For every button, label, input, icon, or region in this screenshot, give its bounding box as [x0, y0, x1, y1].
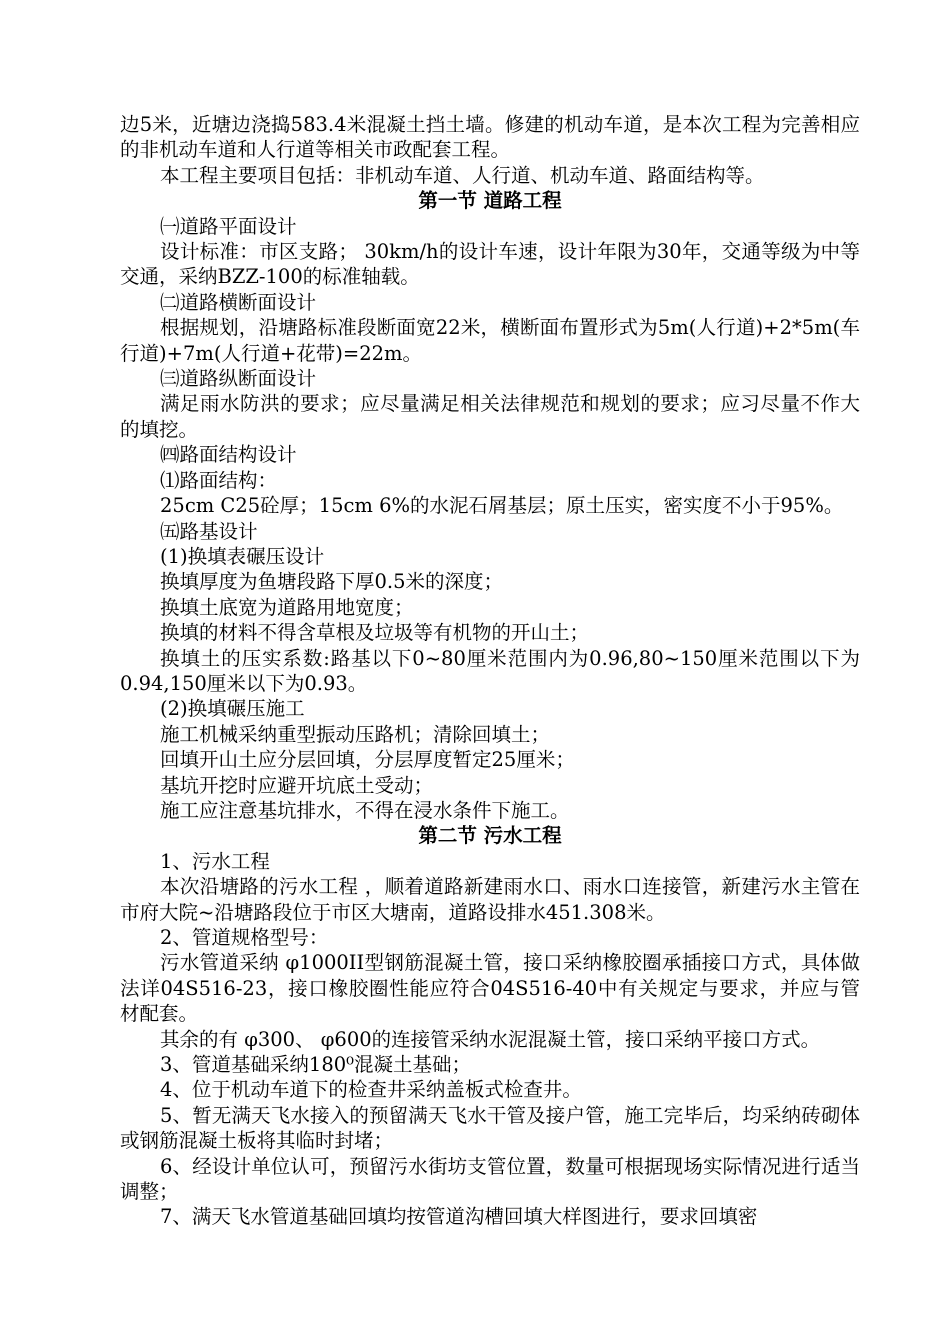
subheading-pavement: ㈣路面结构设计 [160, 443, 297, 467]
item-backfill: 7、满天飞水管道基础回填均按管道沟槽回填大样图进行，要求回填密 [160, 1205, 758, 1229]
item-sewage-works: 1、污水工程 [160, 849, 270, 873]
paragraph-sewage-works: 本次沿塘路的污水工程 ，顺着道路新建雨水口、雨水口连接管，新建污水主管在市府大院~沿塘路段位于市区大塘南，道路设排水451.308米。 [120, 875, 860, 924]
document-body [120, 112, 860, 1230]
line-replacement-material: 换填的材料不得含草根及垃圾等有机物的开山土； [160, 621, 590, 645]
paragraph-compaction-coefficient: 换填土的压实系数:路基以下0~80厘米范围内为0.96,80~150厘米范围以下为0.94,150厘米以下为0.93。 [120, 646, 860, 695]
paragraph-intro-continued: 边5米，近塘边浇捣583.4米混凝土挡土墙。修建的机动车道，是本次工程为完善相应的非机动车道和人行道等相关市政配套工程。 [120, 113, 860, 162]
item-inspection-wells: 4、位于机动车道下的检查井采纳盖板式检查井。 [160, 1078, 582, 1102]
subheading-subgrade: ㈤路基设计 [160, 519, 258, 543]
section-heading-road: 第一节 道路工程 [418, 189, 562, 213]
item-replacement-design: (1)换填表碾压设计 [160, 544, 325, 568]
section-heading-sewage: 第二节 污水工程 [418, 824, 562, 848]
subheading-plan-design: ㈠道路平面设计 [160, 214, 297, 238]
line-layered-backfill: 回填开山土应分层回填，分层厚度暂定25厘米； [160, 748, 575, 772]
item-branch-pipes: 6、经设计单位认可，预留污水街坊支管位置，数量可根据现场实际情况进行适当调整； [120, 1154, 860, 1204]
paragraph-cross-section: 根据规划，沿塘路标准段断面宽22米，横断面布置形式为5m(人行道)+2*5m(车行道)+7m(人行道+花带)=22m。 [120, 316, 860, 365]
paragraph-pipe-spec: 污水管道采纳 φ1000II型钢筋混凝土管，接口采纳橡胶圈承插接口方式，具体做法详04S516-23，接口橡胶圈性能应符合04S516-40中有关规定与要求，并应与管材配套。 [120, 951, 860, 1026]
item-pipe-spec: 2、管道规格型号： [160, 926, 329, 949]
item-reserved-pipes: 5、暂无满天飞水接入的预留满天飞水干管及接户管，施工完毕后，均采纳砖砌体或钢筋混凝土板将其临时封堵； [120, 1103, 860, 1153]
paragraph-longitudinal: 满足雨水防洪的要求；应尽量满足相关法律规范和规划的要求；应习尽量不作大的填挖。 [120, 392, 860, 441]
item-pavement-structure: ⑴路面结构： [160, 468, 278, 492]
paragraph-main-items: 本工程主要项目包括：非机动车道、人行道、机动车道、路面结构等。 [160, 163, 765, 187]
paragraph-pavement-layers: 25cm C25砼厚；15cm 6%的水泥石屑基层；原土压实，密实度不小于95%。 [160, 494, 844, 518]
line-drainage: 施工应注意基坑排水，不得在浸水条件下施工。 [160, 798, 570, 822]
line-construction-machinery: 施工机械采纳重型振动压路机；清除回填土； [160, 722, 551, 746]
line-replacement-thickness: 换填厚度为鱼塘段路下厚0.5米的深度； [160, 570, 504, 594]
item-pipe-foundation: 3、管道基础采纳180⁰混凝土基础； [160, 1053, 471, 1077]
paragraph-connection-pipes: 其余的有 φ300、 φ600的连接管采纳水泥混凝土管，接口采纳平接口方式。 [160, 1027, 821, 1051]
subheading-cross-section: ㈡道路横断面设计 [160, 290, 317, 314]
subheading-longitudinal: ㈢道路纵断面设计 [160, 367, 317, 391]
item-replacement-construction: (2)换填碾压施工 [160, 697, 305, 721]
line-excavation: 基坑开挖时应避开坑底土受动； [160, 773, 434, 797]
paragraph-design-standard: 设计标准：市区支路； 30km/h的设计车速，设计年限为30年，交通等级为中等交通，采纳BZZ-100的标准轴载。 [120, 240, 860, 289]
line-replacement-width: 换填土底宽为道路用地宽度； [160, 595, 414, 619]
